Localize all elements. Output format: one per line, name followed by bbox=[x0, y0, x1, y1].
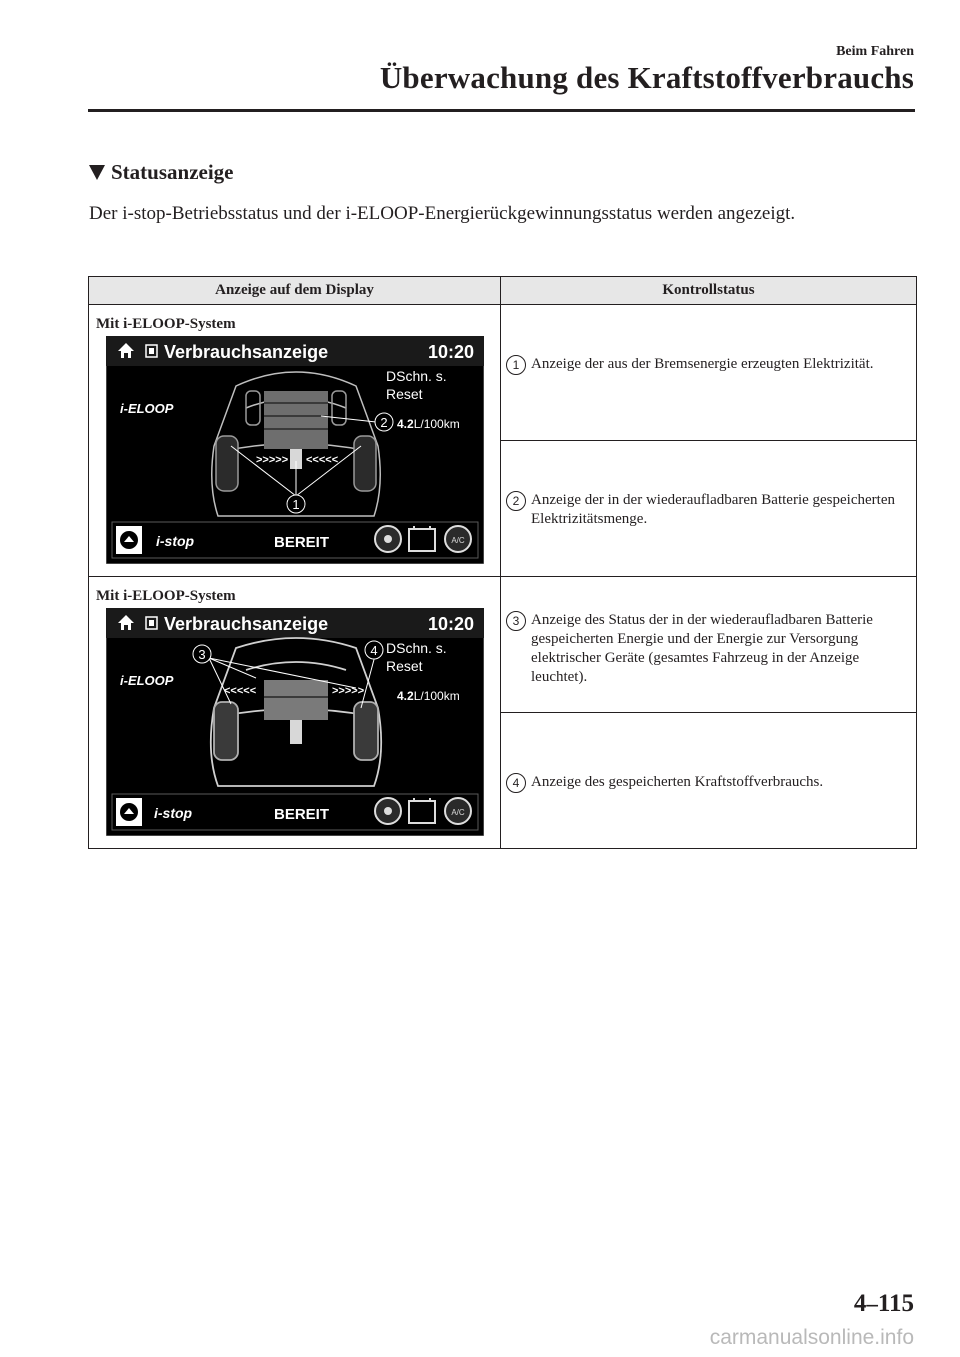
callout-4 bbox=[365, 641, 383, 659]
header-subtitle: Beim Fahren bbox=[836, 44, 914, 59]
callout-number: 1 bbox=[506, 355, 526, 375]
status-item bbox=[501, 305, 916, 440]
header-rule bbox=[88, 109, 915, 112]
steering-icon bbox=[375, 526, 401, 552]
screen-title: Verbrauchsanzeige bbox=[164, 614, 329, 634]
callout-number: 4 bbox=[506, 773, 526, 793]
display-screenshot bbox=[106, 336, 484, 564]
status-text: Anzeige der aus der Bremsenergie erzeugten Elektrizität. bbox=[531, 356, 874, 372]
section-title: Statusanzeige bbox=[89, 160, 234, 185]
table-row bbox=[89, 305, 917, 441]
condition-label: Mit i-ELOOP-System bbox=[96, 588, 236, 604]
i-eloop-label: i-ELOOP bbox=[120, 673, 174, 688]
status-text: Anzeige des Status der in der wiederaufladbaren Batterie gespeicherten Energie und der Energie zur Versorgung elektrischer Geräte (gesamtes Fahrzeug in der Anzeige leuchtet). bbox=[531, 612, 873, 685]
svg-text:<<<<<: <<<<< bbox=[306, 454, 339, 466]
consumption-value: 4.2L/100km bbox=[397, 417, 460, 431]
table-row bbox=[89, 577, 917, 713]
i-stop-icon bbox=[116, 798, 142, 826]
callout-2 bbox=[375, 413, 393, 431]
status-cell bbox=[501, 441, 917, 577]
screen-time: 10:20 bbox=[427, 342, 474, 362]
i-stop-icon bbox=[116, 526, 142, 554]
status-item bbox=[501, 577, 916, 712]
svg-text:>>>>>: >>>>> bbox=[332, 685, 365, 697]
consumption-value: 4.2L/100km bbox=[397, 689, 460, 703]
status-cell bbox=[501, 577, 917, 713]
callout-number: 3 bbox=[506, 611, 526, 631]
svg-text:A/C: A/C bbox=[451, 536, 465, 545]
svg-text:1: 1 bbox=[292, 497, 300, 512]
display-cell bbox=[89, 577, 501, 849]
status-text: Anzeige des gespeicherten Kraftstoffverbrauchs. bbox=[531, 774, 824, 790]
display-cell bbox=[89, 305, 501, 577]
average-label: DSchn. s. bbox=[386, 368, 447, 384]
triangle-down-icon bbox=[89, 165, 105, 180]
status-cell bbox=[501, 713, 917, 849]
watermark: carmanualsonline.info bbox=[709, 1326, 914, 1349]
callout-number: 2 bbox=[506, 491, 526, 511]
reset-label: Reset bbox=[386, 658, 423, 674]
column-header: Anzeige auf dem Display bbox=[89, 277, 501, 305]
i-eloop-label: i-ELOOP bbox=[120, 401, 174, 416]
intro-text: Der i-stop-Betriebsstatus und der i-ELOOP-Energierückgewinnungsstatus werden angezeigt. bbox=[89, 203, 796, 224]
screen-time: 10:20 bbox=[427, 614, 474, 634]
i-stop-label: i-stop bbox=[156, 533, 195, 549]
svg-text:3: 3 bbox=[198, 647, 206, 662]
header-title: Überwachung des Kraftstoffverbrauchs bbox=[379, 60, 914, 95]
status-table bbox=[88, 276, 917, 849]
display-screenshot bbox=[106, 608, 484, 836]
svg-text:>>>>>: >>>>> bbox=[256, 454, 289, 466]
status-text: Anzeige der in der wiederaufladbaren Batterie gespeicherten Elektrizitätsmenge. bbox=[531, 492, 895, 527]
svg-text:A/C: A/C bbox=[451, 808, 465, 817]
status-item bbox=[501, 713, 916, 848]
status-item bbox=[501, 441, 916, 576]
average-label: DSchn. s. bbox=[386, 640, 447, 656]
condition-label: Mit i-ELOOP-System bbox=[96, 316, 236, 332]
svg-text:2: 2 bbox=[380, 415, 388, 430]
column-header: Kontrollstatus bbox=[501, 277, 917, 305]
status-cell bbox=[501, 305, 917, 441]
ready-label: BEREIT bbox=[274, 534, 330, 551]
table-header-row bbox=[89, 277, 917, 305]
callout-1 bbox=[287, 495, 305, 513]
svg-text:4: 4 bbox=[370, 643, 378, 658]
ready-label: BEREIT bbox=[274, 806, 330, 823]
i-stop-label: i-stop bbox=[154, 805, 193, 821]
steering-icon bbox=[375, 798, 401, 824]
reset-label: Reset bbox=[386, 386, 423, 402]
ac-icon bbox=[445, 526, 471, 552]
svg-text:<<<<<: <<<<< bbox=[224, 685, 257, 697]
page-number: 4–115 bbox=[853, 1290, 914, 1317]
callout-3 bbox=[193, 645, 211, 663]
ac-icon bbox=[445, 798, 471, 824]
screen-title: Verbrauchsanzeige bbox=[164, 342, 329, 362]
